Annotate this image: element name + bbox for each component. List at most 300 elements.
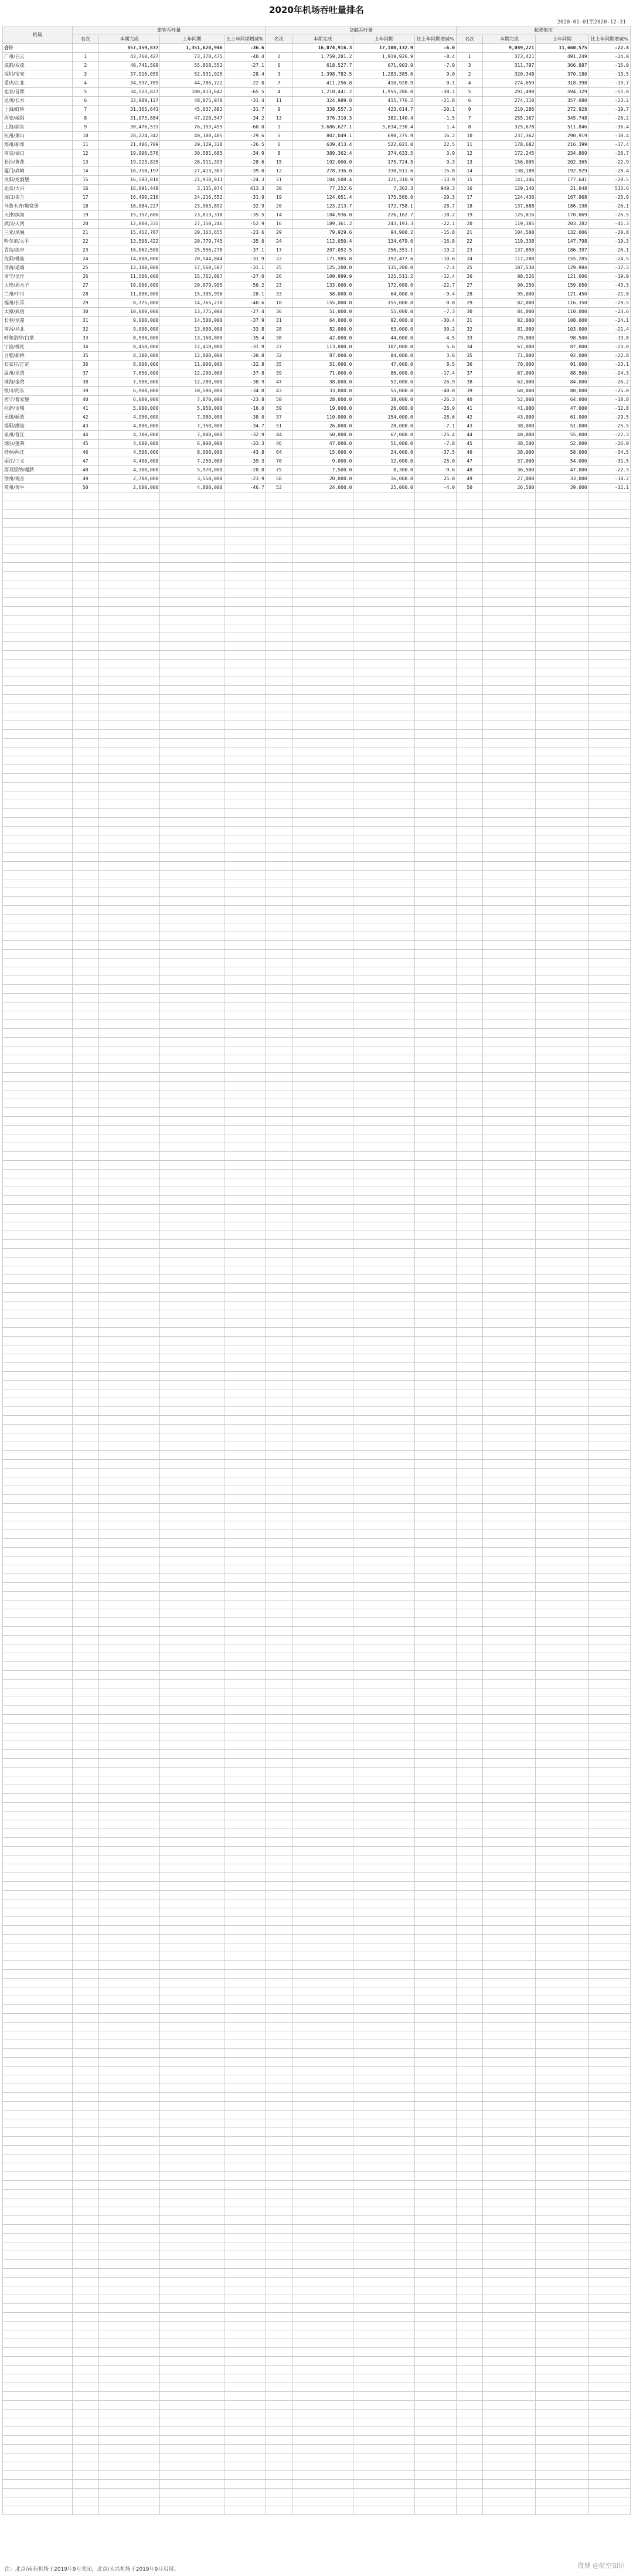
table-row bbox=[3, 422, 631, 431]
empty-cell bbox=[224, 1196, 266, 1205]
table-cell: 15,000.0 bbox=[292, 448, 353, 457]
empty-cell bbox=[160, 2119, 224, 2128]
table-cell: 48 bbox=[457, 466, 483, 475]
table-cell: 137,850 bbox=[483, 246, 536, 255]
empty-cell bbox=[588, 2119, 630, 2128]
empty-cell bbox=[414, 2163, 456, 2172]
empty-cell bbox=[414, 2084, 456, 2093]
table-cell: -29.5 bbox=[588, 413, 630, 422]
empty-row bbox=[3, 2366, 631, 2374]
empty-cell bbox=[160, 1082, 224, 1090]
empty-cell bbox=[3, 607, 73, 616]
empty-cell bbox=[266, 1961, 292, 1970]
table-cell: 949.3 bbox=[414, 185, 456, 193]
empty-cell bbox=[98, 941, 159, 950]
empty-cell bbox=[414, 2330, 456, 2339]
table-cell: 21 bbox=[266, 176, 292, 185]
table-cell: 45 bbox=[457, 440, 483, 448]
empty-cell bbox=[353, 1046, 414, 1055]
empty-cell bbox=[414, 1724, 456, 1732]
empty-cell bbox=[3, 1099, 73, 1108]
empty-cell bbox=[266, 1240, 292, 1249]
empty-cell bbox=[414, 2119, 456, 2128]
table-cell: 58,000.0 bbox=[292, 290, 353, 299]
empty-cell bbox=[457, 1099, 483, 1108]
table-cell: 25,556,278 bbox=[160, 246, 224, 255]
empty-cell bbox=[292, 1724, 353, 1732]
empty-cell bbox=[160, 2225, 224, 2234]
empty-cell bbox=[483, 1803, 536, 1812]
empty-cell bbox=[457, 2198, 483, 2207]
table-cell: 138,188 bbox=[483, 167, 536, 176]
empty-cell bbox=[536, 1935, 588, 1943]
empty-cell bbox=[98, 1750, 159, 1759]
empty-cell bbox=[483, 1565, 536, 1574]
table-cell: 116,350 bbox=[536, 299, 588, 308]
empty-cell bbox=[292, 853, 353, 862]
empty-row bbox=[3, 1565, 631, 1574]
empty-cell bbox=[72, 1486, 98, 1495]
table-cell: 61,000 bbox=[536, 413, 588, 422]
table-cell: 67,000 bbox=[483, 369, 536, 378]
empty-cell bbox=[414, 862, 456, 871]
empty-cell bbox=[292, 1750, 353, 1759]
empty-cell bbox=[414, 1170, 456, 1178]
empty-cell bbox=[98, 985, 159, 994]
empty-cell bbox=[457, 2401, 483, 2410]
empty-cell bbox=[160, 1196, 224, 1205]
empty-cell bbox=[160, 2313, 224, 2322]
empty-cell bbox=[224, 2357, 266, 2366]
empty-cell bbox=[72, 1979, 98, 1987]
empty-row bbox=[3, 1214, 631, 1222]
empty-cell bbox=[457, 1310, 483, 1319]
empty-row bbox=[3, 2330, 631, 2339]
empty-cell bbox=[72, 528, 98, 536]
empty-cell bbox=[457, 2295, 483, 2304]
table-cell: -27.1 bbox=[224, 62, 266, 70]
empty-cell bbox=[98, 1952, 159, 1961]
table-row bbox=[3, 114, 631, 123]
empty-row bbox=[3, 1389, 631, 1398]
empty-cell bbox=[98, 536, 159, 545]
empty-cell bbox=[224, 1776, 266, 1785]
table-cell: 12,410,000 bbox=[160, 343, 224, 352]
empty-cell bbox=[457, 1407, 483, 1416]
empty-cell bbox=[414, 2023, 456, 2031]
empty-cell bbox=[414, 563, 456, 572]
empty-cell bbox=[72, 2207, 98, 2216]
empty-cell bbox=[414, 1680, 456, 1688]
table-cell: -18.8 bbox=[588, 396, 630, 405]
empty-cell bbox=[98, 1592, 159, 1600]
table-cell: 32 bbox=[457, 325, 483, 334]
empty-cell bbox=[292, 1055, 353, 1064]
empty-cell bbox=[588, 1855, 630, 1864]
empty-cell bbox=[98, 2023, 159, 2031]
empty-cell bbox=[414, 1451, 456, 1460]
table-cell: -26.1 bbox=[588, 202, 630, 211]
table-cell: -38.1 bbox=[414, 88, 456, 97]
empty-row bbox=[3, 1073, 631, 1082]
empty-cell bbox=[353, 1644, 414, 1653]
table-cell: 1,955,286.0 bbox=[353, 88, 414, 97]
empty-cell bbox=[266, 1855, 292, 1864]
empty-cell bbox=[292, 1328, 353, 1337]
empty-cell bbox=[457, 1064, 483, 1073]
header-last-year: 上年同期 bbox=[160, 35, 224, 44]
empty-cell bbox=[3, 2322, 73, 2330]
empty-cell bbox=[98, 2410, 159, 2418]
table-cell: 70 bbox=[266, 457, 292, 466]
empty-row bbox=[3, 1258, 631, 1266]
empty-cell bbox=[3, 1785, 73, 1794]
empty-cell bbox=[266, 1680, 292, 1688]
table-cell: 49 bbox=[72, 475, 98, 484]
empty-cell bbox=[483, 1592, 536, 1600]
empty-cell bbox=[588, 1469, 630, 1477]
table-cell: 29,129,328 bbox=[160, 141, 224, 149]
empty-cell bbox=[414, 519, 456, 528]
empty-cell bbox=[457, 642, 483, 651]
empty-cell bbox=[588, 1759, 630, 1768]
empty-cell bbox=[414, 2357, 456, 2366]
empty-cell bbox=[588, 2383, 630, 2392]
empty-cell bbox=[353, 1486, 414, 1495]
empty-cell bbox=[588, 598, 630, 607]
table-row bbox=[3, 387, 631, 396]
table-cell: 47,000 bbox=[536, 466, 588, 475]
empty-cell bbox=[353, 1134, 414, 1143]
empty-cell bbox=[414, 1187, 456, 1196]
empty-cell bbox=[3, 800, 73, 809]
empty-cell bbox=[483, 651, 536, 660]
empty-cell bbox=[292, 923, 353, 932]
table-cell: -23.6 bbox=[588, 308, 630, 317]
table-cell: 376,310.3 bbox=[292, 114, 353, 123]
empty-cell bbox=[292, 2154, 353, 2163]
empty-cell bbox=[72, 668, 98, 677]
empty-cell bbox=[224, 1759, 266, 1768]
empty-cell bbox=[292, 1926, 353, 1935]
empty-cell bbox=[414, 1539, 456, 1548]
table-cell: 108,000 bbox=[536, 317, 588, 325]
empty-cell bbox=[536, 633, 588, 642]
table-cell: 98,500 bbox=[536, 334, 588, 343]
empty-cell bbox=[160, 721, 224, 730]
empty-cell bbox=[72, 2040, 98, 2049]
empty-row bbox=[3, 1011, 631, 1020]
empty-cell bbox=[353, 2111, 414, 2119]
empty-cell bbox=[72, 2005, 98, 2014]
empty-cell bbox=[3, 1609, 73, 1618]
empty-cell bbox=[266, 1442, 292, 1451]
empty-cell bbox=[266, 747, 292, 756]
empty-cell bbox=[98, 2357, 159, 2366]
empty-cell bbox=[266, 1803, 292, 1812]
empty-cell bbox=[3, 695, 73, 704]
table-cell: -18.2 bbox=[414, 211, 456, 220]
empty-cell bbox=[224, 2278, 266, 2286]
empty-cell bbox=[160, 835, 224, 844]
empty-cell bbox=[160, 1820, 224, 1829]
empty-cell bbox=[72, 2374, 98, 2383]
table-cell: -37.1 bbox=[224, 246, 266, 255]
empty-cell bbox=[457, 2497, 483, 2506]
empty-cell bbox=[588, 1143, 630, 1152]
table-cell: 184,936.0 bbox=[292, 211, 353, 220]
empty-cell bbox=[266, 1486, 292, 1495]
empty-row bbox=[3, 1539, 631, 1548]
empty-cell bbox=[414, 1600, 456, 1609]
empty-row bbox=[3, 2023, 631, 2031]
table-cell: 15,305,996 bbox=[160, 290, 224, 299]
empty-cell bbox=[483, 950, 536, 959]
table-cell: 4,800,000 bbox=[98, 422, 159, 431]
empty-cell bbox=[483, 1926, 536, 1935]
empty-cell bbox=[414, 1838, 456, 1847]
empty-cell bbox=[98, 1301, 159, 1310]
empty-cell bbox=[266, 2418, 292, 2427]
empty-cell bbox=[160, 1152, 224, 1161]
empty-cell bbox=[588, 1530, 630, 1539]
empty-cell bbox=[72, 616, 98, 624]
empty-cell bbox=[588, 528, 630, 536]
empty-cell bbox=[292, 2216, 353, 2225]
empty-cell bbox=[224, 1565, 266, 1574]
empty-cell bbox=[483, 1196, 536, 1205]
empty-cell bbox=[588, 2330, 630, 2339]
empty-cell bbox=[457, 2339, 483, 2348]
empty-cell bbox=[353, 818, 414, 827]
empty-cell bbox=[160, 1310, 224, 1319]
table-cell: -1.5 bbox=[414, 114, 456, 123]
empty-cell bbox=[292, 2286, 353, 2295]
empty-cell bbox=[353, 712, 414, 721]
empty-cell bbox=[536, 2348, 588, 2357]
table-cell: 48,075,978 bbox=[160, 97, 224, 106]
empty-cell bbox=[98, 1486, 159, 1495]
empty-cell bbox=[72, 1275, 98, 1284]
table-row bbox=[3, 185, 631, 193]
empty-cell bbox=[457, 2357, 483, 2366]
empty-cell bbox=[266, 2198, 292, 2207]
empty-cell bbox=[160, 1293, 224, 1301]
table-cell: 125,200.0 bbox=[292, 264, 353, 273]
empty-row bbox=[3, 1064, 631, 1073]
empty-cell bbox=[536, 1530, 588, 1539]
empty-cell bbox=[98, 1460, 159, 1469]
empty-cell bbox=[224, 1873, 266, 1882]
empty-cell bbox=[3, 519, 73, 528]
table-cell: 31 bbox=[266, 317, 292, 325]
empty-cell bbox=[457, 2093, 483, 2102]
empty-cell bbox=[98, 1046, 159, 1055]
empty-cell bbox=[588, 1592, 630, 1600]
empty-cell bbox=[292, 1389, 353, 1398]
empty-cell bbox=[588, 2269, 630, 2278]
empty-cell bbox=[483, 835, 536, 844]
empty-cell bbox=[3, 1943, 73, 1952]
empty-cell bbox=[72, 1987, 98, 1996]
empty-cell bbox=[457, 624, 483, 633]
empty-cell bbox=[266, 1108, 292, 1117]
empty-row bbox=[3, 1908, 631, 1917]
empty-cell bbox=[98, 1530, 159, 1539]
empty-cell bbox=[3, 598, 73, 607]
empty-cell bbox=[72, 1785, 98, 1794]
empty-cell bbox=[588, 572, 630, 580]
empty-cell bbox=[292, 1732, 353, 1741]
empty-cell bbox=[457, 1706, 483, 1715]
table-cell: 9 bbox=[266, 106, 292, 114]
empty-cell bbox=[160, 1627, 224, 1636]
empty-row bbox=[3, 1381, 631, 1389]
empty-cell bbox=[353, 906, 414, 915]
empty-cell bbox=[483, 1266, 536, 1275]
empty-cell bbox=[483, 783, 536, 791]
empty-cell bbox=[588, 1785, 630, 1794]
empty-cell bbox=[266, 1073, 292, 1082]
empty-cell bbox=[483, 1416, 536, 1425]
empty-row bbox=[3, 1002, 631, 1011]
table-cell: 上海/浦东 bbox=[3, 123, 73, 132]
empty-cell bbox=[224, 2146, 266, 2154]
empty-cell bbox=[160, 2445, 224, 2453]
empty-cell bbox=[224, 1600, 266, 1609]
empty-cell bbox=[72, 1513, 98, 1521]
empty-cell bbox=[98, 2348, 159, 2357]
empty-cell bbox=[160, 1662, 224, 1671]
table-cell: 15,762,887 bbox=[160, 273, 224, 281]
empty-cell bbox=[160, 1284, 224, 1293]
table-cell: -43.3 bbox=[588, 281, 630, 290]
empty-cell bbox=[292, 827, 353, 835]
empty-cell bbox=[160, 2031, 224, 2040]
table-cell: 125,511.2 bbox=[353, 273, 414, 281]
empty-cell bbox=[266, 1293, 292, 1301]
empty-cell bbox=[457, 1082, 483, 1090]
empty-cell bbox=[98, 2128, 159, 2137]
empty-cell bbox=[3, 791, 73, 800]
empty-cell bbox=[353, 1794, 414, 1803]
empty-cell bbox=[536, 1029, 588, 1038]
empty-cell bbox=[588, 1935, 630, 1943]
table-row bbox=[3, 106, 631, 114]
empty-cell bbox=[98, 1688, 159, 1697]
empty-cell bbox=[483, 888, 536, 897]
table-cell: 16 bbox=[266, 220, 292, 229]
table-cell: 7,362.3 bbox=[353, 185, 414, 193]
empty-cell bbox=[98, 2207, 159, 2216]
empty-cell bbox=[457, 1231, 483, 1240]
empty-cell bbox=[224, 2058, 266, 2067]
empty-cell bbox=[72, 2093, 98, 2102]
empty-cell bbox=[588, 2102, 630, 2111]
empty-cell bbox=[483, 1143, 536, 1152]
empty-cell bbox=[3, 2480, 73, 2489]
empty-cell bbox=[483, 1671, 536, 1680]
empty-cell bbox=[353, 2410, 414, 2418]
table-cell: 7,000,000 bbox=[160, 431, 224, 440]
empty-cell bbox=[483, 563, 536, 572]
table-cell: 11 bbox=[457, 141, 483, 149]
empty-cell bbox=[414, 1943, 456, 1952]
table-cell: -13.7 bbox=[588, 79, 630, 88]
empty-cell bbox=[266, 624, 292, 633]
table-cell: -28.6 bbox=[414, 413, 456, 422]
empty-cell bbox=[98, 1433, 159, 1442]
empty-row bbox=[3, 1134, 631, 1143]
empty-cell bbox=[160, 2304, 224, 2313]
empty-cell bbox=[72, 1996, 98, 2005]
empty-cell bbox=[353, 651, 414, 660]
empty-cell bbox=[457, 1521, 483, 1530]
empty-cell bbox=[98, 1671, 159, 1680]
empty-cell bbox=[588, 1618, 630, 1627]
table-cell: 31,073,884 bbox=[98, 114, 159, 123]
empty-cell bbox=[353, 2453, 414, 2462]
table-cell: 1,351,628,946 bbox=[160, 44, 224, 53]
empty-cell bbox=[536, 765, 588, 774]
empty-cell bbox=[160, 633, 224, 642]
empty-cell bbox=[588, 2242, 630, 2251]
table-row bbox=[3, 132, 631, 141]
empty-cell bbox=[224, 668, 266, 677]
empty-cell bbox=[414, 2427, 456, 2436]
empty-row bbox=[3, 1442, 631, 1451]
empty-cell bbox=[292, 1082, 353, 1090]
empty-cell bbox=[483, 677, 536, 686]
empty-cell bbox=[588, 2207, 630, 2216]
empty-cell bbox=[266, 1574, 292, 1583]
empty-row bbox=[3, 2154, 631, 2163]
empty-cell bbox=[588, 501, 630, 510]
empty-cell bbox=[72, 1521, 98, 1530]
empty-cell bbox=[292, 2181, 353, 2190]
empty-cell bbox=[292, 1794, 353, 1803]
table-cell: 9,000,000 bbox=[98, 325, 159, 334]
empty-cell bbox=[98, 1504, 159, 1513]
empty-cell bbox=[72, 1337, 98, 1345]
empty-cell bbox=[588, 519, 630, 528]
table-cell: 325,678 bbox=[483, 123, 536, 132]
empty-cell bbox=[266, 862, 292, 871]
empty-cell bbox=[266, 800, 292, 809]
empty-cell bbox=[536, 1899, 588, 1908]
empty-cell bbox=[588, 2137, 630, 2146]
empty-cell bbox=[3, 2453, 73, 2462]
empty-cell bbox=[483, 1020, 536, 1029]
empty-cell bbox=[98, 2322, 159, 2330]
empty-cell bbox=[483, 765, 536, 774]
table-cell: 155,000.0 bbox=[353, 299, 414, 308]
table-cell: 423,614.7 bbox=[353, 106, 414, 114]
empty-cell bbox=[353, 1055, 414, 1064]
empty-cell bbox=[160, 1706, 224, 1715]
empty-cell bbox=[588, 1477, 630, 1486]
empty-cell bbox=[98, 906, 159, 915]
empty-cell bbox=[536, 1134, 588, 1143]
empty-cell bbox=[98, 1539, 159, 1548]
table-cell: 42,000.0 bbox=[292, 334, 353, 343]
empty-cell bbox=[3, 1460, 73, 1469]
empty-cell bbox=[483, 2427, 536, 2436]
empty-cell bbox=[536, 1636, 588, 1644]
table-cell: -31.9 bbox=[224, 343, 266, 352]
empty-cell bbox=[588, 1090, 630, 1099]
empty-cell bbox=[414, 721, 456, 730]
